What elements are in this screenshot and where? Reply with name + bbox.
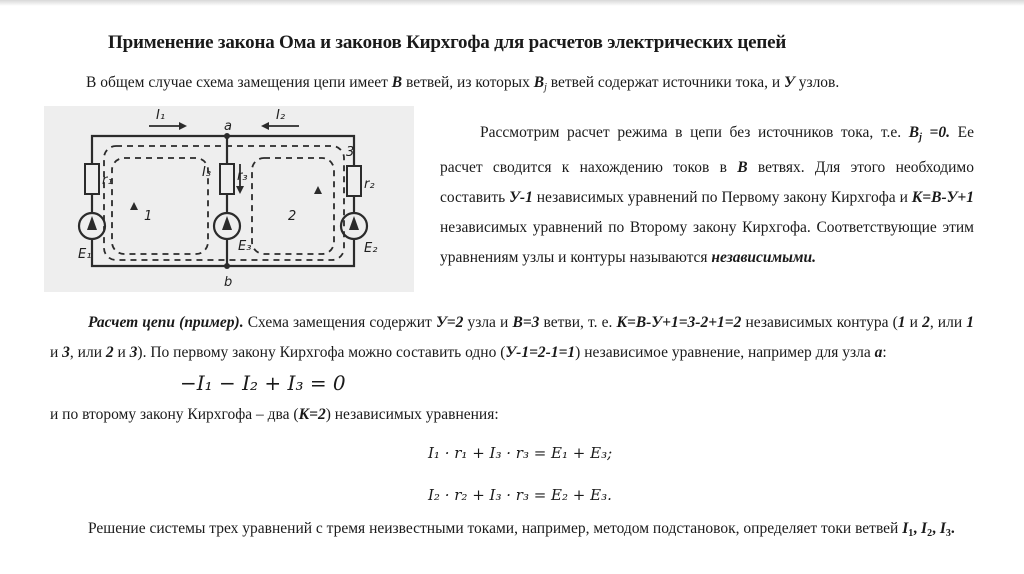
example-u1calc: У-1=2-1=1 <box>505 344 576 361</box>
label-i3: I₃ <box>202 165 212 180</box>
right-text: ветвях. Для этого необходимо составить <box>440 159 974 206</box>
label-loop-1: 1 <box>144 209 153 224</box>
example-text: ). По первому закону Кирхгофа можно составить одно ( <box>137 344 506 361</box>
conclusion-i1: I <box>902 520 909 537</box>
second-law-k2: К=2 <box>298 406 326 423</box>
second-law-text: ) независимых уравнения: <box>325 406 499 423</box>
label-e1: E₁ <box>78 247 92 262</box>
label-i1: I₁ <box>156 108 166 123</box>
second-law-line <box>50 406 499 424</box>
conclusion-i3: I <box>939 520 946 537</box>
label-node-a: a <box>224 119 232 134</box>
resistor-r2 <box>347 166 361 196</box>
example-text: и <box>113 344 130 361</box>
example-c6: 3 <box>129 344 138 361</box>
intro-bj: В <box>533 74 545 91</box>
label-e3: E₃ <box>238 239 252 254</box>
conclusion-i3-sub: 3 <box>945 528 951 539</box>
conclusion-i1-sub: 1 <box>908 528 914 539</box>
example-u2: У=2 <box>435 314 464 331</box>
right-text: независимых уравнений по Второму закону Кирхгофа. Соответствующие этим уравнениям узлы и контуры называются <box>440 219 974 266</box>
conclusion-i2: I <box>921 520 928 537</box>
label-node-b: b <box>224 275 233 290</box>
right-independent: независимыми. <box>711 249 817 266</box>
example-text: узла и <box>463 314 513 331</box>
intro-text: ветвей содержат источники тока, и <box>546 74 785 91</box>
example-c4: 3 <box>62 344 70 361</box>
equation-node-a: −I₁ − I₂ + I₃ = 0 <box>180 371 346 395</box>
example-c3: 1 <box>966 314 975 331</box>
resistor-r1 <box>85 164 99 194</box>
example-text: Схема замещения содержит <box>243 314 436 331</box>
example-heading: Расчет цепи (пример). <box>88 314 244 331</box>
example-c2: 2 <box>922 314 930 331</box>
intro-text: В общем случае схема замещения цепи имеет <box>86 74 392 91</box>
label-loop-2: 2 <box>288 209 297 224</box>
intro-j-sub: j <box>544 82 547 93</box>
right-j-sub: j <box>919 132 922 143</box>
right-b: В <box>737 159 748 176</box>
right-text: независимых уравнений по Первому закону Кирхгофа и <box>532 189 912 206</box>
right-text: Рассмотрим расчет режима в цепи без источников тока, т.е. <box>480 124 909 141</box>
label-loop-3: 3 <box>346 145 355 160</box>
second-law-text: и по второму закону Кирхгофа – два ( <box>50 406 299 423</box>
page-title: Применение закона Ома и законов Кирхгофа для расчетов электрических цепей <box>108 32 787 53</box>
label-r2: r₂ <box>364 177 375 192</box>
conclusion-i2-sub: 2 <box>927 528 933 539</box>
example-text: ) независимое уравнение, например для узла <box>575 344 875 361</box>
right-text: Ее расчет сводится к нахождению токов в <box>440 124 974 176</box>
resistor-r3 <box>220 164 234 194</box>
right-k: К=В-У+1 <box>911 189 975 206</box>
node-b-dot <box>224 263 230 269</box>
example-b3: В=3 <box>512 314 540 331</box>
conclusion-paragraph <box>50 514 974 549</box>
example-c1: 1 <box>897 314 906 331</box>
label-r1: r₁ <box>102 173 113 188</box>
intro-u: У <box>784 74 795 91</box>
example-node-a: а <box>874 344 883 361</box>
example-text: и <box>50 344 63 361</box>
intro-b: В <box>391 74 403 91</box>
example-text: : <box>882 344 887 361</box>
label-r3: r₃ <box>237 169 248 184</box>
example-paragraph <box>50 308 974 368</box>
top-shadow <box>0 0 1024 6</box>
example-text: , или <box>69 344 106 361</box>
label-i2: I₂ <box>276 108 286 123</box>
intro-text: ветвей, из которых <box>402 74 534 91</box>
intro-paragraph <box>86 74 839 93</box>
intro-text: узлов. <box>794 74 840 91</box>
example-text: ветви, т. е. <box>539 314 617 331</box>
equation-loop-2: I₂ · r₂ + I₃ · r₃ = E₂ + E₃. <box>428 486 612 504</box>
right-bj: B <box>908 124 920 141</box>
right-u1: У-1 <box>509 189 533 206</box>
right-eq0: =0. <box>921 124 951 141</box>
equation-loop-1: I₁ · r₁ + I₃ · r₃ = E₁ + E₃; <box>428 444 613 462</box>
label-e2: E₂ <box>364 241 378 256</box>
conclusion-sep: , <box>932 520 940 537</box>
circuit-diagram <box>44 106 414 292</box>
example-c5: 2 <box>105 344 114 361</box>
conclusion-sep: , <box>913 520 922 537</box>
conclusion-text: Решение системы трех уравнений с тремя неизвестными токами, например, методом подстановок, определяет токи ветвей <box>88 520 903 537</box>
example-text: , или <box>929 314 967 331</box>
conclusion-end: . <box>950 520 955 537</box>
right-paragraph <box>440 118 974 273</box>
example-text: и <box>905 314 923 331</box>
example-text: независимых контура ( <box>741 314 898 331</box>
example-kcalc: К=В-У+1=3-2+1=2 <box>616 314 742 331</box>
